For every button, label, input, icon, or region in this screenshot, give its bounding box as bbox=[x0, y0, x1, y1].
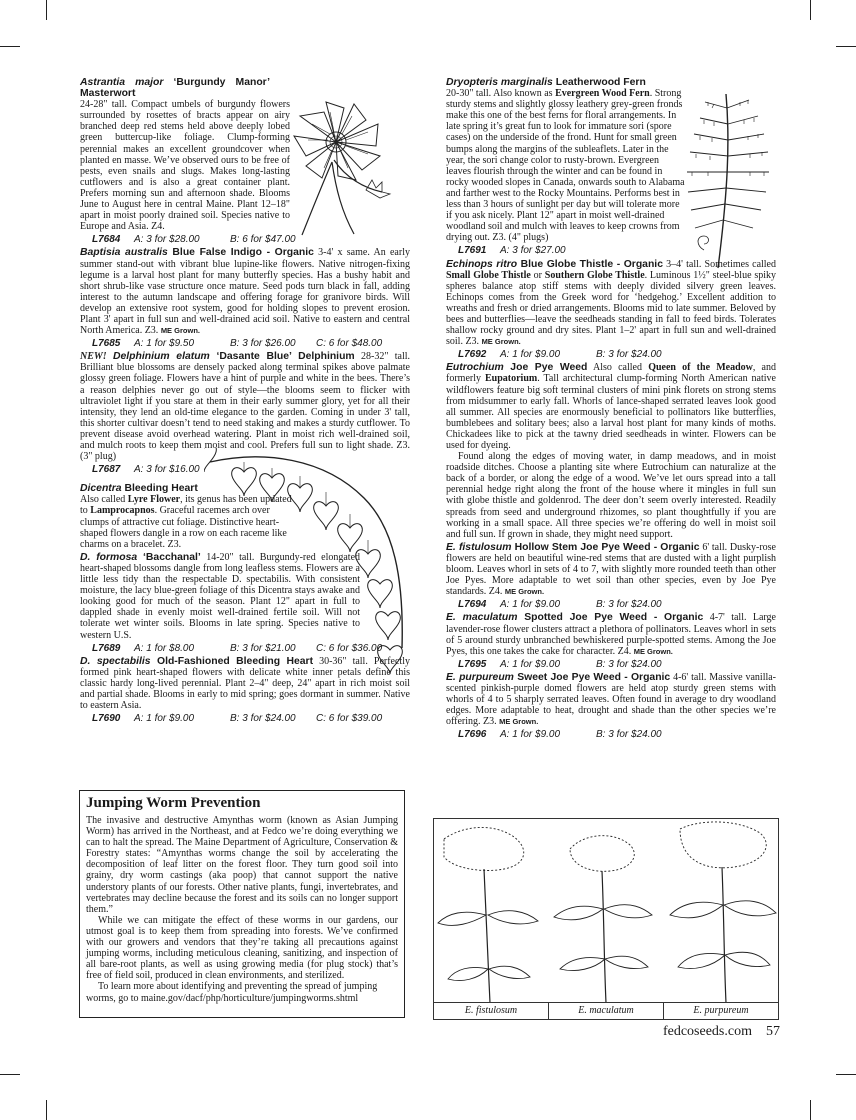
price-row bbox=[458, 659, 776, 670]
item-code: L7684 bbox=[92, 234, 121, 246]
entry-baptisia bbox=[80, 247, 410, 336]
item-code: L7695 bbox=[458, 658, 487, 670]
item-code: L7687 bbox=[92, 464, 121, 476]
box-paragraph: The invasive and destructive Amynthas worm (known as Asian Jumping Worm) has arrived in the Northeast, and at Fedco we’re doing everything we can to halt the spread. The Maine Department of Agriculture, Conservation & Forestry states: “Amynthas worms change the soil by accelerating the decomposition of leaf litter on the forest floor. They turn good soil into grainy, dry worm castings (aka poop) that cannot support the native understory plants of our forests. Other native plants, fungi, invertebrates, and vertebrates may decline because the forest and its soils can no longer support them.” bbox=[86, 815, 398, 915]
entry-body: Found along the edges of moving water, in damp meadows, and in moist roadside ditches. Choose a planting site where Eutrochium can naturalize at the back of a border, or along the edge of a wood. We’ve let ours spread into a tall perennial hedge right along the front of the house where it mingles in full sun with globe thistle and goldenrod. The deer don’t seem overly interested. Readily spreads from seed and underground rhizomes, so plant thoughtfully if you are working in a small space. All three species we’re offering do well in moist soil and full sun. If grown in shade, they might need support. bbox=[446, 451, 776, 540]
alias-name: Lamprocapnos bbox=[90, 505, 155, 517]
maculatum-drawing bbox=[554, 836, 652, 1003]
price-row bbox=[92, 713, 410, 724]
price-row bbox=[458, 599, 776, 610]
page-footer bbox=[640, 1024, 780, 1040]
joe-pye-illustration bbox=[434, 819, 778, 1003]
entry-title-common: Leatherwood Fern bbox=[552, 77, 646, 88]
entry-body: 14-20" tall. Burgundy-red elongated heart-shaped blossoms dangle from long leafless stems. Flowers are a little less tidy than the respectable D. spectabilis. With consistent moisture, the lacy blue-green foliage of this Dicentra stays awake and looking good for much of the season. Plant 12" apart in full to dappled shade in evenly moist well-drained fertile soil. Will not tolerate wet winter soils. Blooms in late spring. Species native to western U.S. bbox=[80, 551, 361, 641]
crop-mark bbox=[0, 1074, 20, 1075]
alias-name: Lyre Flower bbox=[127, 494, 181, 506]
price-a: A: 1 for $8.00 bbox=[134, 642, 195, 654]
entry-title-common: Bleeding Heart bbox=[121, 483, 198, 495]
entry-dicentra: Dicentra Bleeding Heart Also called Lyre Flower, its genus has been updated to Lamprocapnos. Graceful racemes arch over clumps of attractive cut foliage. Distinctive heart-shaped flowers dangle in a row on each raceme like charms on a bracelet. Z3. bbox=[80, 483, 292, 550]
crop-mark bbox=[0, 46, 20, 47]
box-link-paragraph: To learn more about identifying and preventing the spread of jumping worms, go to maine.gov/dacf/php/horticulture/jumpingworms.shtml bbox=[86, 981, 378, 1004]
plate-caption-fistulosum: E. fistulosum bbox=[434, 1002, 549, 1019]
price-a: A: 1 for $9.00 bbox=[500, 349, 561, 361]
price-a: A: 1 for $9.00 bbox=[500, 658, 561, 670]
joe-pye-plates bbox=[433, 818, 779, 1020]
left-column bbox=[80, 77, 410, 726]
entry-body: 28-32" tall. Brilliant blue blossoms are densely packed along terminal spikes above palmate glossy green foliage. Flowers have a hint of purple and white in the bees. There’s a reason delphies never go out of style—the blooms seem to flicker with ultraviolet light if you stare at them in their early summer glory, yet for all their intensity, they lend an old-time elegance to the garden. Coming in under 3' tall, this shorter cultivar doesn’t tend to need staking and makes a sturdy cutflower. To prevent disease avoid overhead watering. Plant in moist rich well-drained soil, and mulch roots to keep them moist and cool. Prefers full sun to light shade. Z3. (3" plug) bbox=[80, 351, 410, 463]
price-b: B: 3 for $24.00 bbox=[596, 729, 662, 741]
entry-title-common: Blue Globe Thistle - Organic bbox=[517, 258, 663, 270]
alias-name: Small Globe Thistle bbox=[446, 269, 531, 281]
price-c: C: 6 for $48.00 bbox=[316, 338, 383, 350]
entry-title-common: Blue False Indigo - Organic bbox=[167, 247, 314, 259]
entry-maculatum bbox=[446, 612, 776, 656]
crop-mark bbox=[836, 46, 856, 47]
price-row bbox=[92, 338, 410, 349]
entry-formosa bbox=[80, 552, 410, 641]
new-badge: NEW! bbox=[80, 351, 107, 363]
right-column bbox=[446, 77, 776, 742]
alias-name: Eupatorium bbox=[484, 373, 538, 385]
price-a: A: 3 for $16.00 bbox=[134, 464, 200, 476]
me-grown-badge: ME Grown. bbox=[160, 326, 200, 336]
purpureum-drawing bbox=[670, 822, 776, 1003]
crop-mark bbox=[810, 1100, 811, 1120]
box-paragraph: While we can mitigate the effect of these worms in our gardens, our utmost goal is to keep them from spreading into forests. We’ve confirmed with our growers and vendors that they’re taking all precautions against jumping worms, including meticulous cleaning, sanitizing, and inspection of all bare-root plants, as well as using growing media (for plug stock) that’s free of field soil, produced in clean environments, and sterilized. bbox=[86, 914, 398, 982]
entry-title-latin: Echinops ritro bbox=[446, 258, 518, 270]
entry-title-latin: Astrantia major bbox=[80, 77, 164, 88]
entry-body: 6' tall. Dusky-rose flowers are held on beautiful wine-red stems that are dusted with a light purplish bloom. Leaves whorl in sets of 4 to 7, with slightly more rounded teeth than other Joe Pyes. More adaptable to wet soil than other species, even by Joe Pye standards. Z4. bbox=[446, 541, 776, 598]
crop-mark bbox=[836, 1074, 856, 1075]
fistulosum-drawing bbox=[438, 827, 538, 1003]
crop-mark bbox=[810, 0, 811, 20]
crop-mark bbox=[46, 0, 47, 20]
crop-mark bbox=[46, 1100, 47, 1120]
entry-fistulosum bbox=[446, 542, 776, 597]
entry-title-latin: Eutrochium bbox=[446, 362, 504, 374]
alias-name: Southern Globe Thistle bbox=[544, 269, 645, 281]
me-grown-badge: ME Grown. bbox=[481, 337, 521, 347]
entry-title-common: Spotted Joe Pye Weed - Organic bbox=[517, 612, 704, 624]
item-code: L7692 bbox=[458, 349, 487, 361]
price-b: B: 3 for $24.00 bbox=[596, 599, 662, 611]
price-a: A: 1 for $9.50 bbox=[134, 338, 195, 350]
entry-title-common: Hollow Stem Joe Pye Weed - Organic bbox=[511, 541, 700, 553]
price-row bbox=[458, 245, 776, 256]
price-c: C: 6 for $36.00 bbox=[316, 642, 383, 654]
alias-name: Evergreen Wood Fern bbox=[555, 88, 650, 100]
entry-body: 3-4' x same. An early summer stand-out with vibrant blue lupine-like flowers. Native nitrogen-fixing legume is a larval host plant for many butterfly species. Has a bushy habit and short shrub-like vase structure once mature. Seed pods turn black in fall, adding interest to the autumn landscape and offering forage for granivore birds. Will develop an extensive root system, good for holding slopes to prevent erosion. Plant 3' apart in full sun and well-drained acid soil. Native to eastern and central North America. Z3. bbox=[80, 247, 410, 337]
entry-title-latin: Dicentra bbox=[80, 483, 122, 495]
price-c: C: 6 for $39.00 bbox=[316, 713, 383, 725]
entry-spectabilis bbox=[80, 656, 410, 711]
plate-caption-maculatum: E. maculatum bbox=[549, 1002, 664, 1019]
price-a: A: 3 for $28.00 bbox=[134, 234, 200, 246]
price-row bbox=[92, 464, 410, 475]
entry-title-latin: D. spectabilis bbox=[80, 655, 151, 667]
price-a: A: 1 for $9.00 bbox=[500, 599, 561, 611]
entry-title-latin: Baptisia australis bbox=[80, 247, 168, 259]
me-grown-badge: ME Grown. bbox=[499, 717, 539, 727]
entry-title-common: ‘Dasante Blue’ Delphinium bbox=[209, 351, 355, 363]
me-grown-badge: ME Grown. bbox=[504, 587, 545, 597]
entry-purpureum bbox=[446, 672, 776, 727]
entry-title-common: Joe Pye Weed bbox=[503, 362, 588, 374]
box-title: Jumping Worm Prevention bbox=[86, 795, 261, 811]
price-b: B: 3 for $24.00 bbox=[596, 349, 662, 361]
entry-title-latin: E. maculatum bbox=[446, 612, 518, 624]
price-a: A: 1 for $9.00 bbox=[500, 729, 561, 741]
price-b: B: 3 for $21.00 bbox=[230, 642, 296, 654]
price-a: A: 1 for $9.00 bbox=[134, 713, 195, 725]
price-row bbox=[458, 349, 776, 360]
me-grown-badge: ME Grown. bbox=[633, 646, 673, 656]
price-b: B: 3 for $24.00 bbox=[230, 713, 296, 725]
entry-echinops: Echinops ritro Blue Globe Thistle - Organic 3–4' tall. Sometimes called Small Globe Thistle or Southern Globe Thistle. Luminous 1½" steel-blue spiky spheres balance atop stiff stems with deeply divided silvery green leaves. Echinops comes from the Greek word for ‘hedgehog.’ Excellent addition to wreaths and fresh or dried arrangements. Blooms mid to late summer. Beloved by bees and butterflies—leave the seedheads standing in fall to feed birds. Tolerates shallow rocky ground and dry sites. Plant 1–2' apart in full sun and well-drained soil. Z3. ME Grown. bbox=[446, 258, 776, 348]
plate-caption-purpureum: E. purpureum bbox=[664, 1002, 778, 1019]
entry-title-latin: Dryopteris marginalis bbox=[446, 77, 553, 88]
entry-body: 24-28" tall. Compact umbels of burgundy flowers surrounded by rosettes of bracts appear on airy branched deep red stems held above deeply lobed green buttercup-like foliage. Clump-forming perennial makes an excellent groundcover when planted en masse. We’ve observed ours to be free of pests, even snails and slugs. Makes long-lasting cutflowers and is also a great container plant. Prefers morning sun and afternoon shade. Blooms June to August here in central Maine. Plant 12–18" apart in moist poorly drained soil. Species native to Europe and Asia. Z4. bbox=[80, 99, 290, 233]
item-code: L7690 bbox=[92, 713, 121, 725]
entry-title-latin: E. fistulosum bbox=[446, 541, 512, 553]
entry-title-common: Old-Fashioned Bleeding Heart bbox=[150, 655, 314, 667]
price-row bbox=[92, 643, 410, 654]
entry-body: 30-36" tall. Perfectly formed pink heart-shaped flowers with delicate white inner petals define this classic hardy long-lived perennial. Plant 2–4" deep, 24" apart in rich moist soil and partial shade. Blooms in early to mid spring; goes dormant in summer. Native to eastern Asia. bbox=[80, 655, 410, 712]
site-url: fedcoseeds.com bbox=[662, 1024, 752, 1039]
item-code: L7689 bbox=[92, 642, 121, 654]
item-code: L7694 bbox=[458, 599, 487, 611]
entry-body: 4-7' tall. Large lavender-rose flower clusters attract a plethora of pollinators. Leaves whorl in sets of 5 around sturdy unbranched bewhiskered purple-spotted stems. Among the Joe Pyes, this one takes the cake for character. Z4. bbox=[446, 612, 776, 657]
entry-body: 4-6' tall. Massive vanilla-scented pinkish-purple domed flowers are held atop sturdy green stems with whorls of 4 to 5 sharply serrated leaves. Often found in average to dry woodland edges. More adaptable to heat, drought and shade than the other species we’re offering. Z3. bbox=[446, 671, 777, 728]
entry-astrantia bbox=[80, 77, 410, 232]
jumping-worm-box bbox=[79, 790, 405, 1018]
price-a: A: 3 for $27.00 bbox=[500, 245, 566, 257]
entry-delphinium bbox=[80, 351, 410, 462]
entry-title-latin: Delphinium elatum bbox=[113, 351, 210, 363]
item-code: L7696 bbox=[458, 729, 487, 741]
item-code: L7691 bbox=[458, 245, 487, 257]
item-code: L7685 bbox=[92, 338, 121, 350]
entry-title-latin: E. purpureum bbox=[446, 671, 514, 683]
price-b: B: 3 for $26.00 bbox=[230, 338, 296, 350]
entry-title-latin: D. formosa bbox=[80, 551, 138, 563]
price-row bbox=[458, 729, 776, 740]
price-row bbox=[92, 234, 410, 245]
page-number: 57 bbox=[766, 1024, 780, 1039]
entry-title-common: Sweet Joe Pye Weed - Organic bbox=[513, 671, 671, 683]
entry-dryopteris: Dryopteris marginalis Leatherwood Fern 20-30" tall. Also known as Evergreen Wood Fern. Strong sturdy stems and slightly glossy leathery grey-green fronds make this one of the best ferns for floral arrangements. In late spring it’s great fun to look for immature sori (spore cases) on the underside of the frond. Hunt for small green bumps along the margins of the subleaflets. Later in the year, the sori change color to rusty-brown. Evergreen leaves flourish through the winter and can be found in rocky wooded slopes in Canada, onwards south to Alabama and farther west to the Rocky Mountains. Performs best in less than 3 hours of sunlight per day but will tolerate more if you ask nicely. Plant 12" apart in moist well-drained woodland soil and mulch with leaves to keep crowns from drying out. Z3. (4" plugs) bbox=[446, 77, 685, 244]
entry-title-common: ‘Burgundy Manor’ Masterwort bbox=[80, 77, 270, 100]
price-b: B: 3 for $24.00 bbox=[596, 658, 662, 670]
price-b: B: 6 for $47.00 bbox=[230, 234, 296, 246]
alias-name: Queen of the Meadow bbox=[648, 362, 753, 374]
entry-eutrochium: Eutrochium Joe Pye Weed Also called Queen of the Meadow, and formerly Eupatorium. Tall architectural clump-forming North American native wildflowers feature big soft terminal clusters of mini pink florets on strong stems from midsummer to early fall. Whorls of lance-shaped serrated leaves look good all summer. All species are enormously beneficial to pollinators like butterflies, bumblebees and solitary bees; also a larval host plant for many kinds of moths. Chickadees like to pick at the tawny dried seedheads in winter. Flowers can be used for dyeing. Found along the edges of moving water, in damp meadows, and in moist roadside ditches. Choose a planting site where Eutrochium can naturalize at the back of a border, or along the edge of a wood. We’ve let ours spread into a tall perennial hedge right along the front of the house where it mingles in full sun with globe thistle and goldenrod. The deer don’t seem overly interested. Readily spreads from seed and underground rhizomes, so plant thoughtfully if you are working in a small space. All three species we’re offering do well in moist soil and full sun. If grown in shade, they might need support. bbox=[446, 362, 776, 540]
entry-title-common: ‘Bacchanal’ bbox=[137, 551, 201, 563]
